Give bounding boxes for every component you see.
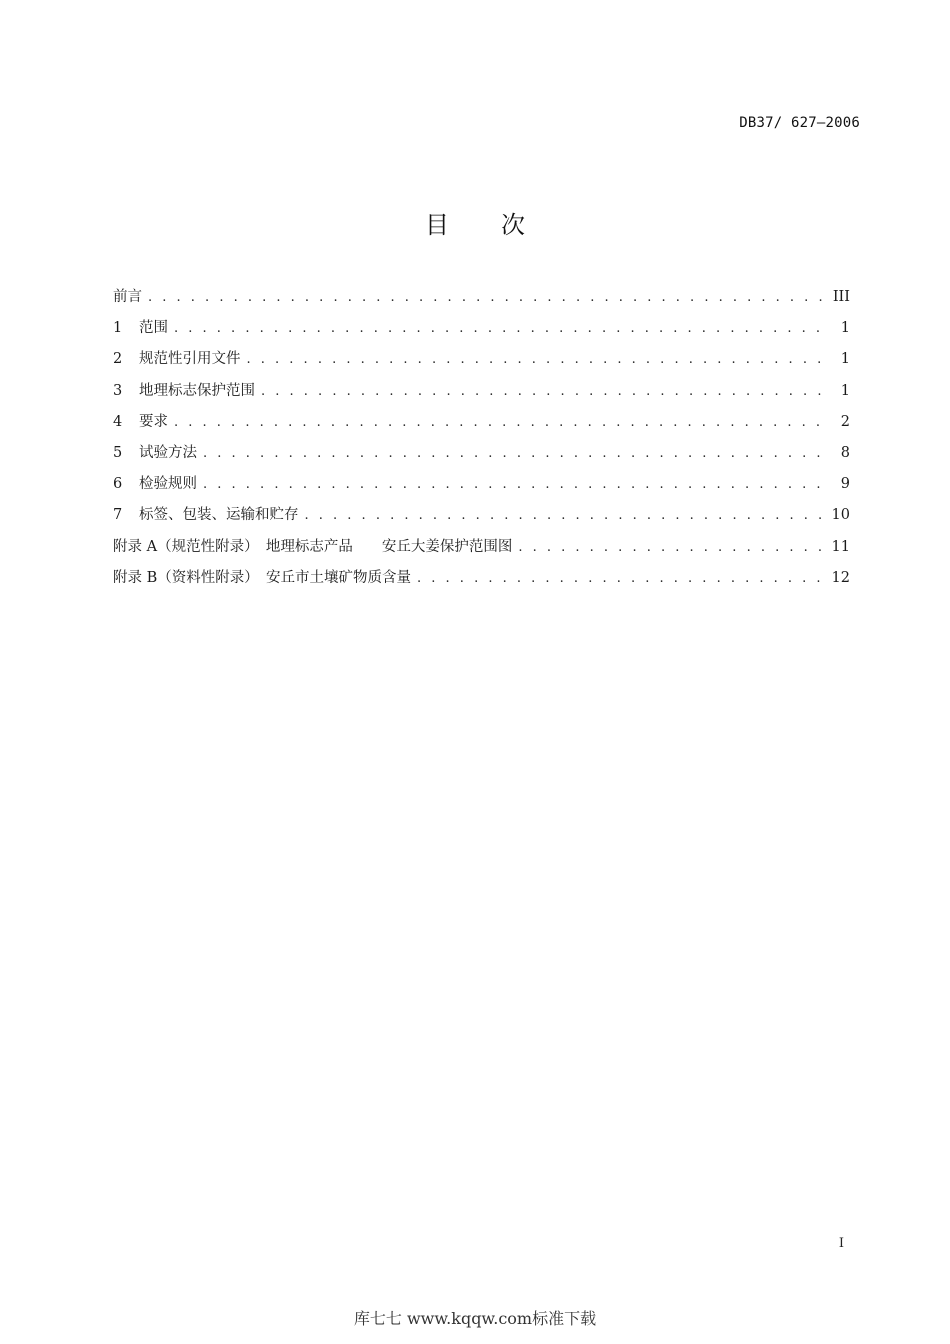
toc-entry-page: 1 [840, 382, 850, 399]
page-number: I [838, 1236, 844, 1251]
dot-leader [174, 318, 830, 340]
title-part-2: 次 [501, 211, 525, 239]
toc-entry-foreword[interactable] [113, 286, 850, 317]
toc-entry-label: 要求 [139, 413, 168, 430]
toc-entry-number: 5 [113, 444, 123, 461]
toc-entry-page: 10 [831, 507, 850, 524]
toc-entry-label: 规范性引用文件 [139, 351, 241, 368]
toc-entry-label: 附录 B（资料性附录） 安丘市土壤矿物质含量 [113, 569, 412, 586]
dot-leader [247, 349, 831, 371]
toc-entry-label: 试验方法 [139, 444, 197, 461]
toc-entry-6[interactable] [113, 473, 850, 504]
footer-watermark: 库七七 www.kqqw.com标准下载 [353, 1309, 597, 1328]
toc-entry-page: 11 [831, 538, 850, 555]
dot-leader [518, 537, 825, 559]
toc-entry-page: III [832, 289, 850, 305]
toc-entry-page: 8 [840, 444, 850, 461]
toc-entry-page: 9 [840, 476, 850, 493]
toc-entry-number: 2 [113, 351, 123, 368]
toc-entry-2[interactable] [113, 348, 850, 379]
toc-entry-page: 12 [831, 569, 850, 586]
toc-entry-page: 1 [840, 320, 850, 337]
dot-leader [174, 412, 830, 434]
toc-entry-label: 检验规则 [139, 476, 197, 493]
dot-leader [417, 568, 826, 590]
standard-code: DB37/ 627—2006 [739, 115, 860, 131]
toc-entry-1[interactable] [113, 317, 850, 348]
toc-entry-4[interactable] [113, 411, 850, 442]
table-of-contents [113, 286, 850, 598]
dot-leader [203, 474, 830, 496]
toc-entry-label: 范围 [139, 320, 168, 337]
toc-entry-number: 7 [113, 507, 123, 524]
toc-entry-label: 附录 A（规范性附录） 地理标志产品 安丘大姜保护范围图 [113, 538, 513, 555]
toc-entry-number: 4 [113, 413, 123, 430]
toc-entry-label: 前言 [113, 289, 142, 305]
toc-entry-number: 1 [113, 320, 123, 337]
page-title [0, 205, 950, 240]
toc-entry-appendix-b[interactable] [113, 567, 850, 598]
toc-entry-appendix-a[interactable] [113, 536, 850, 567]
toc-entry-page: 2 [840, 413, 850, 430]
toc-entry-7[interactable] [113, 504, 850, 535]
toc-entry-number: 3 [113, 382, 123, 399]
dot-leader [305, 505, 826, 527]
toc-entry-label: 地理标志保护范围 [139, 382, 255, 399]
toc-entry-number: 6 [113, 476, 123, 493]
dot-leader [203, 443, 830, 465]
toc-entry-label: 标签、包装、运输和贮存 [139, 507, 299, 524]
toc-entry-page: 1 [840, 351, 850, 368]
title-part-1: 目 [425, 211, 449, 239]
dot-leader [148, 287, 827, 309]
toc-entry-5[interactable] [113, 442, 850, 473]
dot-leader [261, 381, 830, 403]
toc-entry-3[interactable] [113, 380, 850, 411]
